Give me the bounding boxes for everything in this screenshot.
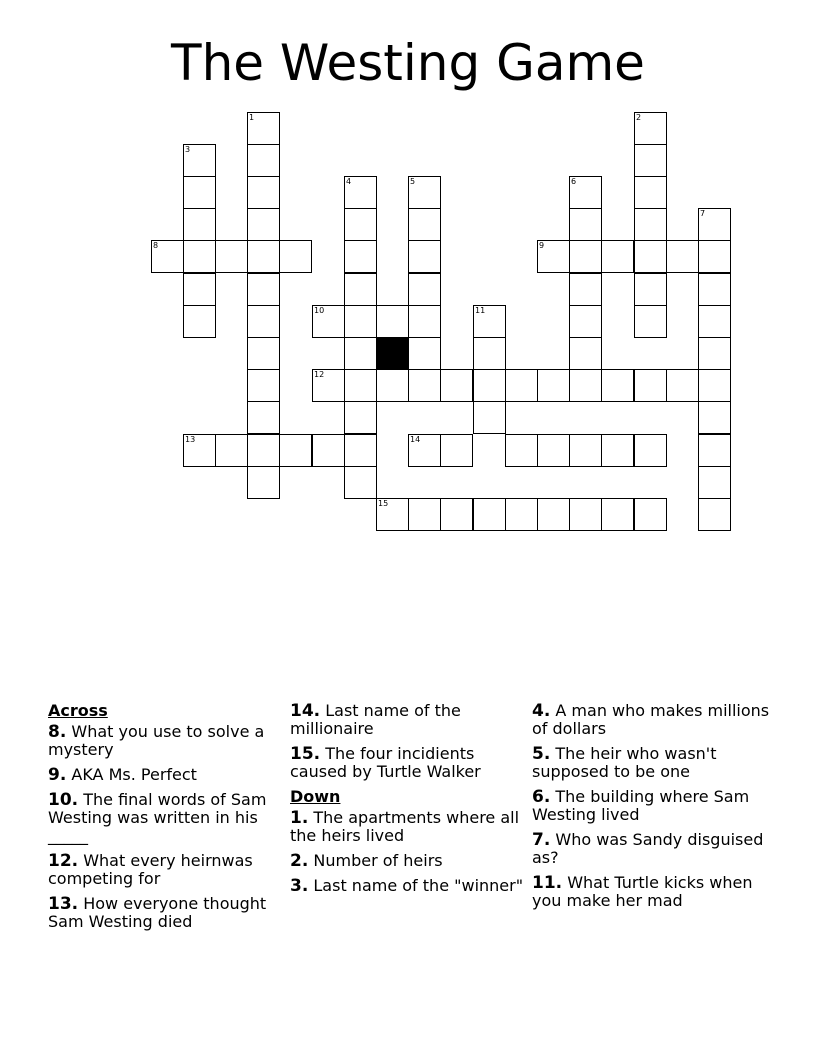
grid-cell[interactable] xyxy=(569,273,601,305)
clue-item xyxy=(532,702,770,738)
clue-number: 1 xyxy=(249,113,255,122)
grid-cell[interactable] xyxy=(408,337,440,369)
grid-cell[interactable] xyxy=(183,273,215,305)
grid-cell[interactable] xyxy=(183,305,215,337)
clue-number: 15 xyxy=(378,499,389,508)
clue-text: What you use to solve a mystery xyxy=(48,722,265,759)
grid-cell[interactable] xyxy=(440,369,472,401)
clue-text: The building where Sam Westing lived xyxy=(532,787,750,824)
grid-cell[interactable] xyxy=(215,240,247,272)
grid-cell[interactable] xyxy=(634,273,666,305)
grid-cell[interactable] xyxy=(344,466,376,498)
grid-cell[interactable] xyxy=(247,401,279,433)
grid-cell[interactable] xyxy=(473,498,505,530)
grid-cell[interactable] xyxy=(344,434,376,466)
grid-cell[interactable] xyxy=(698,208,730,240)
grid-cell[interactable] xyxy=(537,434,569,466)
clue-number: 10 xyxy=(314,306,325,315)
clue-number: 5 xyxy=(410,177,416,186)
puzzle-title: The Westing Game xyxy=(171,34,645,92)
clue-number: 13 xyxy=(185,435,196,444)
clue-number: 11 xyxy=(475,306,486,315)
grid-cell[interactable] xyxy=(183,240,215,272)
clue-text: What Turtle kicks when you make her mad xyxy=(532,873,753,910)
grid-cell[interactable] xyxy=(569,208,601,240)
grid-cell[interactable] xyxy=(247,273,279,305)
grid-cell[interactable] xyxy=(666,240,698,272)
grid-cell[interactable] xyxy=(473,401,505,433)
grid-cell[interactable] xyxy=(279,240,311,272)
grid-cell[interactable] xyxy=(601,240,633,272)
clues-column-2 xyxy=(290,702,528,902)
grid-cell[interactable] xyxy=(376,369,408,401)
grid-cell[interactable] xyxy=(537,240,569,272)
grid-cell[interactable] xyxy=(408,369,440,401)
grid-cell[interactable] xyxy=(312,434,344,466)
grid-cell[interactable] xyxy=(505,369,537,401)
clue-number: 12. xyxy=(48,851,79,871)
grid-cell[interactable] xyxy=(601,369,633,401)
black-square xyxy=(376,337,408,369)
down-clue-list-continued xyxy=(532,702,770,910)
clue-text: The final words of Sam Westing was written in his _____ xyxy=(48,790,267,845)
clue-number: 12 xyxy=(314,370,325,379)
grid-cell[interactable] xyxy=(344,401,376,433)
clue-item xyxy=(48,766,286,784)
grid-cell[interactable] xyxy=(247,240,279,272)
grid-cell[interactable] xyxy=(569,369,601,401)
grid-cell[interactable] xyxy=(698,273,730,305)
grid-cell[interactable] xyxy=(698,434,730,466)
grid-cell[interactable] xyxy=(473,337,505,369)
grid-cell[interactable] xyxy=(151,240,183,272)
grid-cell[interactable] xyxy=(312,305,344,337)
down-heading: Down xyxy=(290,787,341,806)
clue-item xyxy=(290,702,528,738)
clue-number: 6. xyxy=(532,787,551,807)
clue-number: 9 xyxy=(539,241,545,250)
clue-text: The heir who wasn't supposed to be one xyxy=(532,744,717,781)
clue-text: AKA Ms. Perfect xyxy=(71,765,197,784)
clue-number: 8 xyxy=(153,241,159,250)
grid-cell[interactable] xyxy=(569,498,601,530)
grid-cell[interactable] xyxy=(505,498,537,530)
grid-cell[interactable] xyxy=(601,434,633,466)
grid-cell[interactable] xyxy=(634,305,666,337)
across-clue-list-continued xyxy=(290,702,528,781)
clue-item xyxy=(48,852,286,888)
clue-text: Who was Sandy disguised as? xyxy=(532,830,764,867)
grid-cell[interactable] xyxy=(601,498,633,530)
grid-cell[interactable] xyxy=(698,401,730,433)
grid-cell[interactable] xyxy=(537,369,569,401)
grid-cell[interactable] xyxy=(247,144,279,176)
clue-number: 3 xyxy=(185,145,191,154)
grid-cell[interactable] xyxy=(634,208,666,240)
grid-cell[interactable] xyxy=(408,240,440,272)
grid-cell[interactable] xyxy=(634,176,666,208)
grid-cell[interactable] xyxy=(408,498,440,530)
grid-cell[interactable] xyxy=(247,466,279,498)
grid-cell[interactable] xyxy=(698,337,730,369)
grid-cell[interactable] xyxy=(408,208,440,240)
grid-cell[interactable] xyxy=(344,369,376,401)
grid-cell[interactable] xyxy=(183,208,215,240)
grid-cell[interactable] xyxy=(408,434,440,466)
clue-number: 4. xyxy=(532,701,551,721)
clue-number: 7 xyxy=(700,209,706,218)
grid-cell[interactable] xyxy=(376,305,408,337)
grid-cell[interactable] xyxy=(408,305,440,337)
clue-item xyxy=(290,877,528,895)
grid-cell[interactable] xyxy=(344,176,376,208)
clue-number: 14. xyxy=(290,701,321,721)
grid-cell[interactable] xyxy=(344,337,376,369)
grid-cell[interactable] xyxy=(537,498,569,530)
grid-cell[interactable] xyxy=(247,305,279,337)
clue-number: 13. xyxy=(48,894,79,914)
clue-item xyxy=(290,809,528,845)
clue-text: Number of heirs xyxy=(313,851,443,870)
grid-cell[interactable] xyxy=(183,176,215,208)
grid-cell[interactable] xyxy=(473,369,505,401)
clue-text: What every heirnwas competing for xyxy=(48,851,253,888)
grid-cell[interactable] xyxy=(569,434,601,466)
clue-number: 5. xyxy=(532,744,551,764)
grid-cell[interactable] xyxy=(344,305,376,337)
clue-number: 2. xyxy=(290,851,309,871)
grid-cell[interactable] xyxy=(698,240,730,272)
grid-cell[interactable] xyxy=(698,369,730,401)
clue-text: A man who makes millions of dollars xyxy=(532,701,770,738)
clue-text: The apartments where all the heirs lived xyxy=(290,808,520,845)
clue-item xyxy=(48,723,286,759)
clue-item xyxy=(290,852,528,870)
clue-item xyxy=(532,831,770,867)
grid-cell[interactable] xyxy=(440,434,472,466)
grid-cell[interactable] xyxy=(408,273,440,305)
clue-number: 6 xyxy=(571,177,577,186)
clue-item xyxy=(48,791,286,845)
grid-cell[interactable] xyxy=(569,240,601,272)
clue-number: 10. xyxy=(48,790,79,810)
grid-cell[interactable] xyxy=(634,369,666,401)
clue-number: 1. xyxy=(290,808,309,828)
grid-cell[interactable] xyxy=(279,434,311,466)
clue-text: How everyone thought Sam Westing died xyxy=(48,894,267,931)
grid-cell[interactable] xyxy=(569,176,601,208)
across-clue-list xyxy=(48,723,286,931)
clue-number: 9. xyxy=(48,765,67,785)
clue-item xyxy=(290,745,528,781)
clue-number: 2 xyxy=(636,113,642,122)
clue-number: 11. xyxy=(532,873,563,893)
grid-cell[interactable] xyxy=(247,112,279,144)
clues-column-3 xyxy=(532,702,770,917)
grid-cell[interactable] xyxy=(634,144,666,176)
clue-number: 3. xyxy=(290,876,309,896)
grid-cell[interactable] xyxy=(440,498,472,530)
grid-cell[interactable] xyxy=(344,273,376,305)
clue-text: The four incidients caused by Turtle Walker xyxy=(290,744,481,781)
grid-cell[interactable] xyxy=(344,208,376,240)
across-heading: Across xyxy=(48,701,108,720)
clues-column-1 xyxy=(48,702,286,938)
down-clue-list xyxy=(290,809,528,895)
clue-text: Last name of the "winner" xyxy=(313,876,524,895)
clue-number: 4 xyxy=(346,177,352,186)
grid-cell[interactable] xyxy=(376,498,408,530)
grid-cell[interactable] xyxy=(634,498,666,530)
grid-cell[interactable] xyxy=(215,434,247,466)
grid-cell[interactable] xyxy=(634,434,666,466)
clue-number: 8. xyxy=(48,722,67,742)
grid-cell[interactable] xyxy=(247,208,279,240)
grid-cell[interactable] xyxy=(312,369,344,401)
grid-cell[interactable] xyxy=(505,434,537,466)
grid-cell[interactable] xyxy=(183,434,215,466)
grid-cell[interactable] xyxy=(569,305,601,337)
grid-cell[interactable] xyxy=(344,240,376,272)
clue-number: 15. xyxy=(290,744,321,764)
clue-item xyxy=(532,874,770,910)
grid-cell[interactable] xyxy=(247,337,279,369)
clue-text: Last name of the millionaire xyxy=(290,701,461,738)
grid-cell[interactable] xyxy=(634,240,666,272)
grid-cell[interactable] xyxy=(666,369,698,401)
grid-cell[interactable] xyxy=(247,434,279,466)
clue-item xyxy=(532,745,770,781)
grid-cell[interactable] xyxy=(183,144,215,176)
clue-number: 14 xyxy=(410,435,421,444)
grid-cell[interactable] xyxy=(473,305,505,337)
grid-cell[interactable] xyxy=(634,112,666,144)
grid-cell[interactable] xyxy=(569,337,601,369)
grid-cell[interactable] xyxy=(247,369,279,401)
grid-cell[interactable] xyxy=(247,176,279,208)
clue-item xyxy=(48,895,286,931)
grid-cell[interactable] xyxy=(698,305,730,337)
clue-item xyxy=(532,788,770,824)
grid-cell[interactable] xyxy=(698,498,730,530)
clue-number: 7. xyxy=(532,830,551,850)
grid-cell[interactable] xyxy=(698,466,730,498)
grid-cell[interactable] xyxy=(408,176,440,208)
